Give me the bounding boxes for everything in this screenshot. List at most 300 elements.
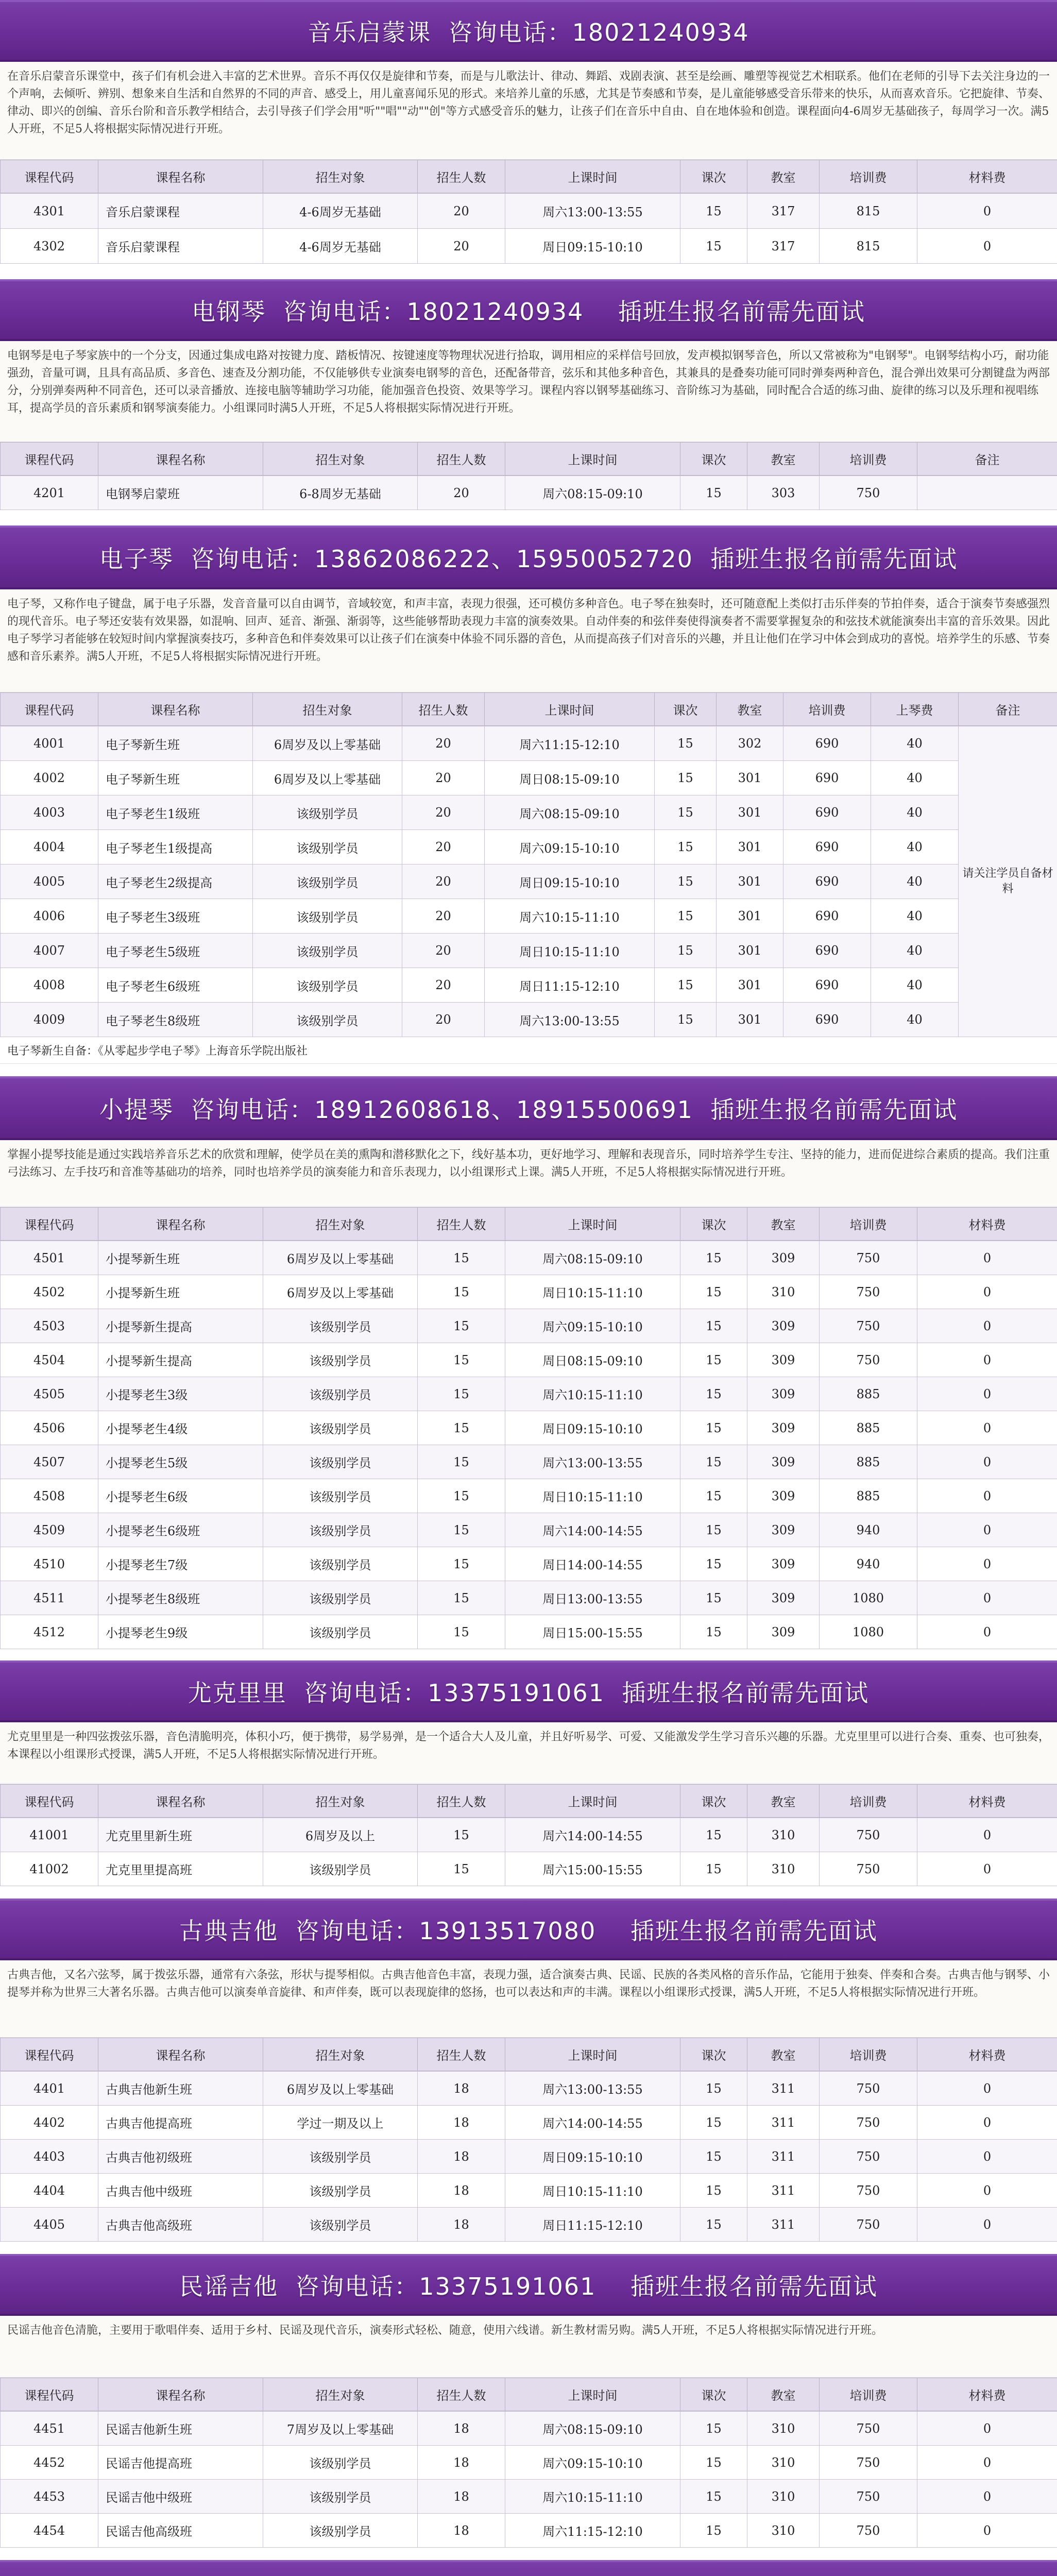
remark-cell: 请关注学员自备材料 <box>959 726 1057 1037</box>
table-cell: 18 <box>418 2446 505 2480</box>
column-header: 课程名称 <box>98 693 253 726</box>
table-row <box>1 1241 1057 1275</box>
table-cell: 0 <box>917 1309 1057 1343</box>
table-cell: 20 <box>402 934 485 968</box>
course-rows <box>0 1818 1057 1886</box>
table-cell: 电子琴新生班 <box>98 726 253 761</box>
table-cell: 15 <box>680 1309 747 1343</box>
table-cell: 41002 <box>1 1852 98 1886</box>
table-cell: 815 <box>820 229 917 264</box>
table-cell: 周六13:00-13:55 <box>505 2072 680 2106</box>
table-cell: 该级别学员 <box>263 1547 418 1581</box>
table-cell: 309 <box>747 1581 820 1615</box>
table-cell: 小提琴老生6级 <box>98 1479 263 1513</box>
table-row <box>1 761 1057 795</box>
table-cell: 15 <box>680 2140 747 2174</box>
table-cell: 750 <box>820 2174 917 2208</box>
table-cell: 该级别学员 <box>253 1003 402 1037</box>
table-cell: 4405 <box>1 2208 98 2242</box>
table-cell: 周六10:15-11:10 <box>485 899 655 934</box>
table-cell: 古典吉他提高班 <box>98 2106 263 2140</box>
column-header: 上课时间 <box>505 1785 680 1818</box>
table-row <box>1 2412 1057 2446</box>
table-cell: 0 <box>917 2446 1057 2480</box>
table-cell: 18 <box>418 2480 505 2514</box>
table-cell: 15 <box>418 1241 505 1275</box>
table-cell: 民谣吉他中级班 <box>98 2480 263 2514</box>
table-cell: 0 <box>917 1241 1057 1275</box>
table-cell: 周日08:15-09:10 <box>485 761 655 795</box>
table-cell: 309 <box>747 1411 820 1445</box>
column-header: 教室 <box>747 1208 820 1241</box>
table-cell: 小提琴老生6级班 <box>98 1513 263 1547</box>
table-cell: 20 <box>402 761 485 795</box>
table-cell: 0 <box>917 1343 1057 1377</box>
column-header: 课次 <box>680 2378 747 2411</box>
table-cell: 15 <box>418 1547 505 1581</box>
course-header <box>0 442 1057 476</box>
table-cell: 940 <box>820 1547 917 1581</box>
table-cell: 750 <box>820 2140 917 2174</box>
table-cell: 750 <box>820 1309 917 1343</box>
table-row <box>1 2480 1057 2514</box>
table-row <box>1 1513 1057 1547</box>
table-cell: 20 <box>418 194 505 229</box>
table-cell: 20 <box>402 899 485 934</box>
col-code: 课程代码 <box>1 160 98 193</box>
table-cell: 4401 <box>1 2072 98 2106</box>
table-cell: 4-6周岁无基础 <box>263 194 418 229</box>
table-cell: 0 <box>917 1377 1057 1411</box>
table-cell: 4507 <box>1 1445 98 1479</box>
table-cell: 周六15:00-15:55 <box>505 1852 680 1886</box>
table-cell: 周六08:15-09:10 <box>505 1241 680 1275</box>
table-cell: 周六10:15-11:10 <box>505 2480 680 2514</box>
table-cell: 6周岁及以上零基础 <box>263 1241 418 1275</box>
table-cell: 0 <box>917 2140 1057 2174</box>
table-cell: 古典吉他高级班 <box>98 2208 263 2242</box>
table-cell: 该级别学员 <box>263 1445 418 1479</box>
table-cell: 6周岁及以上 <box>263 1818 418 1852</box>
table-cell: 311 <box>747 2140 820 2174</box>
table-cell: 301 <box>717 1003 783 1037</box>
table-cell: 小提琴老生7级 <box>98 1547 263 1581</box>
table-cell: 15 <box>680 1513 747 1547</box>
column-header: 课次 <box>680 443 747 476</box>
table-cell: 40 <box>871 830 959 865</box>
column-header: 教室 <box>747 1785 820 1818</box>
table-cell: 6-8周岁无基础 <box>263 476 418 510</box>
table-cell: 15 <box>655 1003 717 1037</box>
table-cell: 周日10:15-11:10 <box>505 1275 680 1309</box>
table-cell: 750 <box>820 2072 917 2106</box>
table-cell: 301 <box>717 795 783 830</box>
table-cell: 7周岁及以上零基础 <box>263 2412 418 2446</box>
table-cell: 小提琴新生班 <box>98 1275 263 1309</box>
table-cell: 尤克里里新生班 <box>98 1818 263 1852</box>
table-cell: 4451 <box>1 2412 98 2446</box>
column-header: 培训费 <box>820 1785 917 1818</box>
table-cell: 该级别学员 <box>263 1852 418 1886</box>
table-cell: 0 <box>917 1852 1057 1886</box>
column-header: 课次 <box>655 693 717 726</box>
col-time: 上课时间 <box>505 160 680 193</box>
table-cell: 周六09:15-10:10 <box>485 830 655 865</box>
table-cell: 周六11:15-12:10 <box>505 2514 680 2548</box>
table-cell: 民谣吉他高级班 <box>98 2514 263 2548</box>
table-cell: 311 <box>747 2208 820 2242</box>
table-cell: 15 <box>418 1818 505 1852</box>
table-cell: 885 <box>820 1479 917 1513</box>
table-cell: 40 <box>871 968 959 1003</box>
section-banner <box>0 2560 1057 2576</box>
table-cell: 0 <box>917 1581 1057 1615</box>
table-cell: 750 <box>820 1818 917 1852</box>
table-cell: 0 <box>917 194 1057 229</box>
column-header: 招生对象 <box>263 443 418 476</box>
table-cell: 该级别学员 <box>253 830 402 865</box>
table-cell: 周日09:15-10:10 <box>505 229 680 264</box>
section-violin <box>0 1076 1057 1649</box>
table-cell: 古典吉他中级班 <box>98 2174 263 2208</box>
course-header <box>0 1784 1057 1818</box>
table-cell: 310 <box>747 2446 820 2480</box>
section-description: 尤克里里是一种四弦拨弦乐器，音色清脆明亮，体积小巧，便于携带，易学易弹，是一个适合大人及儿童，并且好听易学、可爱、又能激发学生学习音乐兴趣的乐器。尤克里里可以进行合奏、重奏、也可独奏，本课程以小组课形式授课，满5人开班，不足5人将根据实际情况进行开班。 <box>0 1722 1057 1784</box>
section-drum <box>0 2560 1057 2576</box>
table-cell: 0 <box>917 1479 1057 1513</box>
table-cell: 690 <box>783 726 871 761</box>
column-header: 培训费 <box>820 1208 917 1241</box>
table-cell: 20 <box>402 726 485 761</box>
table-cell: 周日09:15-10:10 <box>485 865 655 899</box>
table-cell: 小提琴老生5级 <box>98 1445 263 1479</box>
table-cell: 15 <box>680 2480 747 2514</box>
table-cell: 750 <box>820 1343 917 1377</box>
table-cell: 15 <box>418 1309 505 1343</box>
column-header: 教室 <box>717 693 783 726</box>
table-cell: 690 <box>783 968 871 1003</box>
table-row <box>1 1581 1057 1615</box>
section-keyboard <box>0 526 1057 1064</box>
table-cell: 40 <box>871 795 959 830</box>
table-cell: 310 <box>747 1852 820 1886</box>
table-cell: 301 <box>717 968 783 1003</box>
table-cell: 15 <box>680 1275 747 1309</box>
table-cell: 小提琴新生班 <box>98 1241 263 1275</box>
table-cell: 该级别学员 <box>263 1411 418 1445</box>
table-cell: 0 <box>917 1513 1057 1547</box>
table-cell: 15 <box>418 1852 505 1886</box>
table-cell: 0 <box>917 2072 1057 2106</box>
table-cell: 15 <box>680 2208 747 2242</box>
table-row <box>1 2208 1057 2242</box>
table-cell: 该级别学员 <box>263 2208 418 2242</box>
table-cell: 4201 <box>1 476 98 510</box>
table-cell: 周日11:15-12:10 <box>505 2208 680 2242</box>
course-rows <box>0 726 1057 1037</box>
table-row <box>1 1479 1057 1513</box>
course-rows <box>0 193 1057 264</box>
section-description: 民谣吉他音色清脆，主要用于歌唱伴奏、适用于乡村、民谣及现代音乐，演奏形式轻松、随意，使用六线谱。新生教材需另购。满5人开班，不足5人将根据实际情况进行开班。 <box>0 2316 1057 2378</box>
table-cell: 4502 <box>1 1275 98 1309</box>
table-row <box>1 899 1057 934</box>
column-header: 备注 <box>917 443 1057 476</box>
table-cell: 690 <box>783 1003 871 1037</box>
table-cell: 音乐启蒙课程 <box>98 194 263 229</box>
table-cell: 309 <box>747 1343 820 1377</box>
table-cell: 20 <box>402 968 485 1003</box>
table-cell: 309 <box>747 1377 820 1411</box>
table-cell: 小提琴新生提高 <box>98 1309 263 1343</box>
table-cell: 周六08:15-09:10 <box>485 795 655 830</box>
table-cell: 301 <box>717 899 783 934</box>
table-cell: 750 <box>820 2480 917 2514</box>
table-cell: 周日08:15-09:10 <box>505 1343 680 1377</box>
column-header: 教室 <box>747 2378 820 2411</box>
table-cell: 40 <box>871 899 959 934</box>
table-cell: 0 <box>917 1275 1057 1309</box>
table-cell: 302 <box>717 726 783 761</box>
section-ukulele <box>0 1660 1057 1886</box>
column-header: 招生人数 <box>418 1785 505 1818</box>
table-cell: 15 <box>418 1513 505 1547</box>
table-cell: 4508 <box>1 1479 98 1513</box>
table-cell: 310 <box>747 1818 820 1852</box>
table-cell: 4301 <box>1 194 98 229</box>
table-cell: 周日15:00-15:55 <box>505 1615 680 1649</box>
table-cell: 20 <box>402 865 485 899</box>
table-cell: 0 <box>917 2412 1057 2446</box>
table-cell: 4402 <box>1 2106 98 2140</box>
column-header: 招生人数 <box>418 2038 505 2071</box>
table-cell: 310 <box>747 2480 820 2514</box>
section-description: 在音乐启蒙音乐课堂中，孩子们有机会进入丰富的艺术世界。音乐不再仅仅是旋律和节奏，而是与儿歌法计、律动、舞蹈、戏剧表演、甚至是绘画、雕塑等视觉艺术相联系。他们在老师的引导下去关注身边的一个声响，去倾听、辨别、想象来自生活和自然界的不同的声音、感受上，用儿童喜闻乐见的形式。来培养儿童的乐感，尤其是节奏感和节奏，是儿童能够感受音乐带来的快乐，从而喜欢音乐。它把旋律、节奏、律动、即兴的创编、音乐台阶和音乐教学相结合，去引导孩子们学会用"听""唱""动""创"等方式感受音乐的魅力，让孩子们在音乐中自由、自在地体验和创造。课程面向4-6周岁无基础孩子，每周学习一次。满5人开班，不足5人将根据实际情况进行开班。 <box>0 62 1057 160</box>
table-row <box>1 476 1057 510</box>
table-cell: 0 <box>917 229 1057 264</box>
table-cell: 4001 <box>1 726 98 761</box>
column-header: 材料费 <box>917 2038 1057 2071</box>
table-cell: 4007 <box>1 934 98 968</box>
table-cell: 6周岁及以上零基础 <box>253 761 402 795</box>
table-cell <box>917 476 1057 510</box>
section-banner: 尤克里里 咨询电话：13375191061 插班生报名前需先面试 <box>0 1660 1057 1722</box>
table-cell: 317 <box>747 194 820 229</box>
table-cell: 40 <box>871 726 959 761</box>
table-cell: 0 <box>917 1818 1057 1852</box>
table-cell: 18 <box>418 2106 505 2140</box>
column-header: 课次 <box>680 1785 747 1818</box>
column-header: 材料费 <box>917 1208 1057 1241</box>
table-cell: 尤克里里提高班 <box>98 1852 263 1886</box>
table-cell: 15 <box>418 1275 505 1309</box>
table-cell: 电子琴老生2级提高 <box>98 865 253 899</box>
table-row <box>1 934 1057 968</box>
table-cell: 15 <box>418 1479 505 1513</box>
column-header: 教室 <box>747 2038 820 2071</box>
table-cell: 15 <box>655 865 717 899</box>
course-header <box>0 2038 1057 2071</box>
table-cell: 301 <box>717 865 783 899</box>
course-rows <box>0 2411 1057 2548</box>
table-cell: 15 <box>680 1445 747 1479</box>
table-cell: 885 <box>820 1445 917 1479</box>
table-cell: 750 <box>820 2446 917 2480</box>
table-cell: 15 <box>680 1581 747 1615</box>
table-cell: 15 <box>680 1377 747 1411</box>
table-cell: 0 <box>917 1615 1057 1649</box>
column-header: 招生人数 <box>418 2378 505 2411</box>
table-cell: 电子琴老生5级班 <box>98 934 253 968</box>
table-cell: 该级别学员 <box>263 1615 418 1649</box>
section-description: 古典吉他，又名六弦琴，属于拨弦乐器，通常有六条弦，形状与提琴相似。古典吉他音色丰富，表现力强，适合演奏古典、民谣、民族的各类风格的音乐作品，它能用于独奏、伴奏和合奏。古典吉他与钢琴、小提琴并称为世界三大著名乐器。古典吉他可以演奏单音旋律、和声伴奏，既可以表现旋律的悠扬，也可以表达和声的丰满。课程以小组课形式授课，满5人开班，不足5人将根据实际情况进行开班。 <box>0 1960 1057 2038</box>
table-cell: 4003 <box>1 795 98 830</box>
table-cell: 15 <box>418 1445 505 1479</box>
table-cell: 15 <box>680 194 747 229</box>
column-header: 招生对象 <box>263 2378 418 2411</box>
table-cell: 学过一期及以上 <box>263 2106 418 2140</box>
table-cell: 音乐启蒙课程 <box>98 229 263 264</box>
table-cell: 40 <box>871 865 959 899</box>
column-header: 课程名称 <box>98 1208 263 1241</box>
table-cell: 4002 <box>1 761 98 795</box>
table-row <box>1 2140 1057 2174</box>
table-cell: 4403 <box>1 2140 98 2174</box>
section-banner: 小提琴 咨询电话：18912608618、18915500691 插班生报名前需先面试 <box>0 1076 1057 1140</box>
table-cell: 4511 <box>1 1581 98 1615</box>
column-header: 教室 <box>747 443 820 476</box>
table-cell: 0 <box>917 2174 1057 2208</box>
table-cell: 690 <box>783 899 871 934</box>
table-cell: 周日10:15-11:10 <box>485 934 655 968</box>
section-description: 电子琴，又称作电子键盘，属于电子乐器，发音音量可以自由调节，音域较宽，和声丰富，表现力很强，还可模仿多种音色。电子琴在独奏时，还可随意配上类似打击乐伴奏的节拍伴奏，适合于演奏节奏感强烈的现代音乐。电子琴还安装有效果器，如混响、回声、延音、渐强、渐弱等，这些能够帮助表现力丰富的演奏效果。自动伴奏的和弦伴奏使得演奏者不需要掌握复杂的和弦技术就能演奏出丰富的音乐效果。因此电子琴学习者能够在较短时间内掌握演奏技巧，多种音色和伴奏效果可以让孩子们在演奏中体验不同乐器的音色，从而提高孩子们对音乐的兴趣，并且让他们在学习中体会到成功的喜悦。培养学生的乐感、节奏感和音乐素养。满5人开班，不足5人将根据实际情况进行开班。 <box>0 589 1057 692</box>
table-cell: 4452 <box>1 2446 98 2480</box>
table-cell: 18 <box>418 2140 505 2174</box>
table-cell: 4501 <box>1 1241 98 1275</box>
column-header: 招生对象 <box>263 1785 418 1818</box>
table-cell: 303 <box>747 476 820 510</box>
column-header: 材料费 <box>917 2378 1057 2411</box>
section-epiano <box>0 279 1057 510</box>
table-row <box>1 1411 1057 1445</box>
column-header: 培训费 <box>820 443 917 476</box>
table-cell: 20 <box>402 1003 485 1037</box>
column-header: 上课时间 <box>505 2038 680 2071</box>
table-cell: 周日13:00-13:55 <box>505 1581 680 1615</box>
column-header: 招生对象 <box>253 693 402 726</box>
table-cell: 750 <box>820 2514 917 2548</box>
table-cell: 0 <box>917 1445 1057 1479</box>
table-cell: 309 <box>747 1241 820 1275</box>
table-cell: 6周岁及以上零基础 <box>253 726 402 761</box>
table-cell: 301 <box>717 830 783 865</box>
table-cell: 15 <box>418 1615 505 1649</box>
table-cell: 15 <box>655 934 717 968</box>
table-header <box>1 1785 1057 1818</box>
table-cell: 41001 <box>1 1818 98 1852</box>
table-cell: 4504 <box>1 1343 98 1377</box>
col-target: 招生对象 <box>263 160 418 193</box>
table-row <box>1 830 1057 865</box>
section-description: 电钢琴是电子琴家族中的一个分支，因通过集成电路对按键力度、踏板情况、按键速度等物理状况进行拾取，调用相应的采样信号回放，发声模拟钢琴音色，所以又常被称为"电钢琴"。电钢琴结构小巧，耐功能强劲，音量可调，且具有高品质、多音色、速查及分割功能，不仅能够供专业演奏电钢琴的音色，还配备带音，弦乐和其他多种音色，其兼具的是叠奏功能可同时弹奏两种音色，混合弹出效果可分割键盘为两部分，分别弹奏两种不同音色，还可以录音播放、连接电脑等辅助学习功能，能加强音色投资、效果等学习。课程内容以钢琴基础练习、音阶练习为基础，同时配合合适的练习曲、旋律的练习以及乐理和视唱练耳，提高学员的音乐素质和钢琴演奏能力。小组课同时满5人开班，不足5人将根据实际情况进行开班。 <box>0 341 1057 442</box>
table-cell: 周六13:00-13:55 <box>505 1445 680 1479</box>
table-row <box>1 2106 1057 2140</box>
table-row <box>1 2174 1057 2208</box>
table-cell: 4006 <box>1 899 98 934</box>
table-cell: 18 <box>418 2174 505 2208</box>
table-cell: 15 <box>680 1547 747 1581</box>
table-cell: 该级别学员 <box>263 1581 418 1615</box>
table-cell: 4505 <box>1 1377 98 1411</box>
table-cell: 15 <box>680 1479 747 1513</box>
table-cell: 4009 <box>1 1003 98 1037</box>
table-row <box>1 1309 1057 1343</box>
table-cell: 15 <box>680 2072 747 2106</box>
table-cell: 周六13:00-13:55 <box>505 194 680 229</box>
col-name: 课程名称 <box>98 160 263 193</box>
column-header: 招生对象 <box>263 2038 418 2071</box>
table-header <box>1 443 1057 476</box>
table-row <box>1 1615 1057 1649</box>
table-cell: 311 <box>747 2174 820 2208</box>
course-header <box>0 2378 1057 2411</box>
table-cell: 4005 <box>1 865 98 899</box>
column-header: 课次 <box>680 2038 747 2071</box>
table-cell: 15 <box>680 229 747 264</box>
table-cell: 690 <box>783 865 871 899</box>
table-cell: 该级别学员 <box>263 1343 418 1377</box>
column-header: 上课时间 <box>505 1208 680 1241</box>
table-cell: 301 <box>717 934 783 968</box>
table-cell: 该级别学员 <box>263 2514 418 2548</box>
table-row <box>1 194 1057 229</box>
section-banner: 音乐启蒙课 咨询电话：18021240934 <box>0 0 1057 62</box>
table-cell: 750 <box>820 2412 917 2446</box>
table-cell: 20 <box>402 795 485 830</box>
table-cell: 电子琴老生6级班 <box>98 968 253 1003</box>
table-cell: 940 <box>820 1513 917 1547</box>
table-cell: 周日09:15-10:10 <box>505 1411 680 1445</box>
table-cell: 310 <box>747 2514 820 2548</box>
table-cell: 311 <box>747 2072 820 2106</box>
table-row <box>1 1377 1057 1411</box>
course-header <box>0 692 1057 726</box>
course-rows <box>0 2071 1057 2242</box>
table-cell: 6周岁及以上零基础 <box>263 2072 418 2106</box>
table-cell: 15 <box>680 1818 747 1852</box>
table-cell: 690 <box>783 830 871 865</box>
table-cell: 15 <box>680 2412 747 2446</box>
table-row <box>1 2514 1057 2548</box>
table-cell: 317 <box>747 229 820 264</box>
table-cell: 4404 <box>1 2174 98 2208</box>
table-cell: 15 <box>655 795 717 830</box>
table-row <box>1 1343 1057 1377</box>
column-header: 招生对象 <box>263 1208 418 1241</box>
table-cell: 310 <box>747 1275 820 1309</box>
table-cell: 该级别学员 <box>263 1513 418 1547</box>
table-header <box>1 2378 1057 2411</box>
table-cell: 该级别学员 <box>263 1479 418 1513</box>
table-cell: 750 <box>820 1852 917 1886</box>
column-header: 上课时间 <box>505 443 680 476</box>
table-cell: 18 <box>418 2072 505 2106</box>
course-rows <box>0 476 1057 510</box>
table-cell: 15 <box>418 1343 505 1377</box>
table-cell: 309 <box>747 1513 820 1547</box>
table-row <box>1 229 1057 264</box>
table-cell: 周日10:15-11:10 <box>505 1479 680 1513</box>
table-cell: 该级别学员 <box>253 795 402 830</box>
